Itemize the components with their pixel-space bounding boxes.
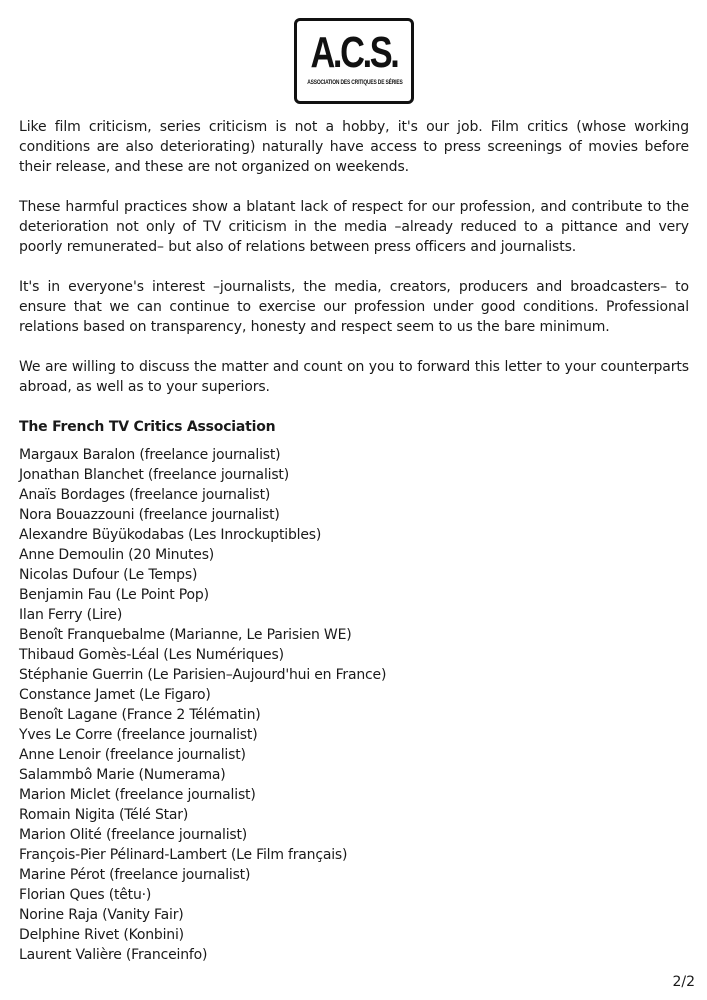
paragraph-harmful-practices: These harmful practices show a blatant lack of respect for our profession, and contribute to the deterioration not only of TV criticism in the media –already reduced to a pittance and very poorly remunerated– but also of relations between press officers and journalists. <box>19 199 689 255</box>
signatory: Thibaud Gomès-Léal (Les Numériques) <box>19 647 284 663</box>
signatory: Anaïs Bordages (freelance journalist) <box>19 487 271 503</box>
signatory: Marion Miclet (freelance journalist) <box>19 787 256 803</box>
signatory: Nicolas Dufour (Le Temps) <box>19 567 198 583</box>
signatories-list <box>19 445 689 965</box>
logo-subtitle: ASSOCIATION DES CRITIQUES DE SÉRIES <box>307 80 403 86</box>
signatory: Norine Raja (Vanity Fair) <box>19 907 184 923</box>
signatory: Ilan Ferry (Lire) <box>19 607 123 623</box>
signatory: Nora Bouazzouni (freelance journalist) <box>19 507 280 523</box>
signatory: Marion Olité (freelance journalist) <box>19 827 248 843</box>
signatory: Margaux Baralon (freelance journalist) <box>19 447 281 463</box>
signatory: Delphine Rivet (Konbini) <box>19 927 184 943</box>
signatory: Benjamin Fau (Le Point Pop) <box>19 587 209 603</box>
acs-logo <box>294 18 414 104</box>
signatory: Constance Jamet (Le Figaro) <box>19 687 211 703</box>
signatory: Laurent Valière (Franceinfo) <box>19 947 208 963</box>
paragraph-willing-to-discuss: We are willing to discuss the matter and count on you to forward this letter to your counterparts abroad, as well as to your superiors. <box>19 359 689 395</box>
association-name: The French TV Critics Association <box>19 419 276 435</box>
signatory: Salammbô Marie (Numerama) <box>19 767 226 783</box>
signatory: Alexandre Büyükodabas (Les Inrockuptibles) <box>19 527 322 543</box>
paragraph-everyone-interest: It's in everyone's interest –journalists, the media, creators, producers and broadcasters– to ensure that we can continue to exercise our profession under good conditions. Professional relations based on transparency, honesty and respect seem to us the bare minimum. <box>19 279 689 335</box>
letter-content <box>19 117 689 965</box>
signatory: Jonathan Blanchet (freelance journalist) <box>19 467 289 483</box>
paragraph-film-criticism: Like film criticism, series criticism is not a hobby, it's our job. Film critics (whose working conditions are also deteriorating) naturally have access to press screenings of movies before their release, and these are not organized on weekends. <box>19 119 689 175</box>
signatory: Florian Ques (têtu·) <box>19 887 152 903</box>
signatory: Anne Demoulin (20 Minutes) <box>19 547 215 563</box>
signatory: Yves Le Corre (freelance journalist) <box>19 727 258 743</box>
signatory: Benoît Lagane (France 2 Télématin) <box>19 707 261 723</box>
logo-title: A.C.S. <box>310 28 398 77</box>
page-number: 2/2 <box>672 974 695 990</box>
signatory: Benoît Franquebalme (Marianne, Le Parisien WE) <box>19 627 352 643</box>
signatory: François-Pier Pélinard-Lambert (Le Film français) <box>19 847 348 863</box>
signatory: Romain Nigita (Télé Star) <box>19 807 189 823</box>
signatory: Marine Pérot (freelance journalist) <box>19 867 251 883</box>
signatory: Stéphanie Guerrin (Le Parisien–Aujourd'hui en France) <box>19 667 387 683</box>
signatory: Anne Lenoir (freelance journalist) <box>19 747 246 763</box>
